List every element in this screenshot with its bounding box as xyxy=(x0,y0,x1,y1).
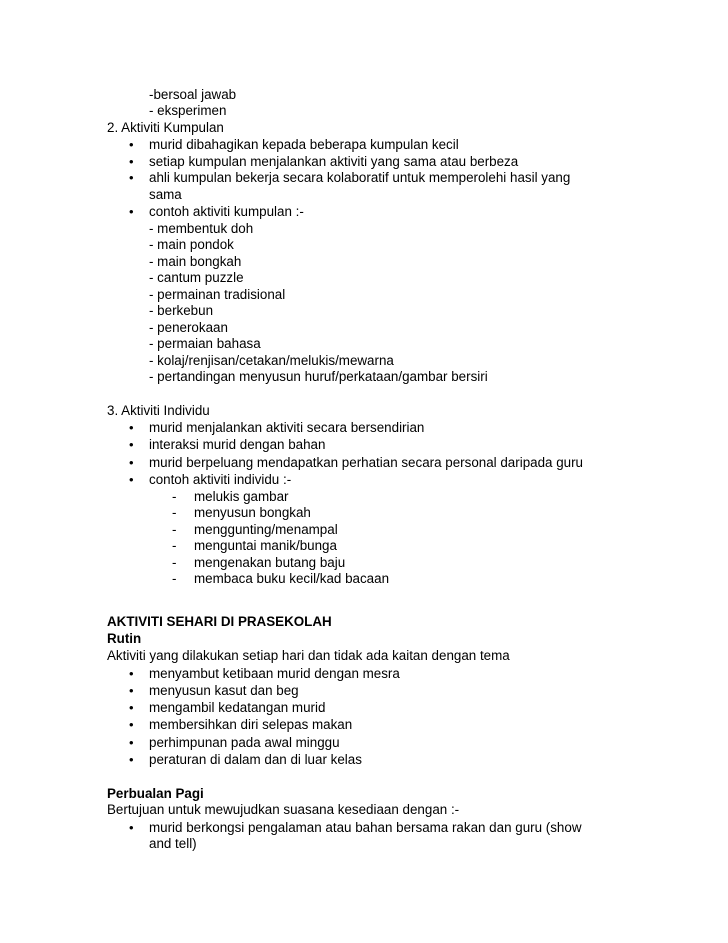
example-item: membaca buku kecil/kad bacaan xyxy=(194,571,390,586)
example-item: menyusun bongkah xyxy=(194,505,311,520)
bullet-icon: • xyxy=(129,683,134,698)
example-item: - pertandingan menyusun huruf/perkataan/gambar bersiri xyxy=(149,369,488,384)
bullet-icon: • xyxy=(129,170,134,185)
dash-marker: - xyxy=(172,555,177,570)
list-item: murid dibahagikan kepada beberapa kumpulan kecil xyxy=(149,137,459,152)
list-item: mengambil kedatangan murid xyxy=(149,700,326,715)
intro-text: Aktiviti yang dilakukan setiap hari dan tidak ada kaitan dengan tema xyxy=(107,648,510,663)
dash-marker: - xyxy=(172,522,177,537)
bullet-icon: • xyxy=(129,820,134,835)
example-item: melukis gambar xyxy=(194,489,289,504)
bullet-icon: • xyxy=(129,154,134,169)
list-item: ahli kumpulan bekerja secara kolaboratif untuk memperolehi hasil yang xyxy=(149,170,571,185)
bullet-icon: • xyxy=(129,137,134,152)
sub-item-eksperimen: - eksperimen xyxy=(149,103,227,118)
dash-marker: - xyxy=(172,505,177,520)
bullet-icon: • xyxy=(129,437,134,452)
bullet-icon: • xyxy=(129,735,134,750)
bullet-icon: • xyxy=(129,700,134,715)
dash-marker: - xyxy=(172,538,177,553)
example-item: menguntai manik/bunga xyxy=(194,538,337,553)
example-item: - permaian bahasa xyxy=(149,336,261,351)
subheading-rutin: Rutin xyxy=(107,631,142,646)
intro-text: Bertujuan untuk mewujudkan suasana kesediaan dengan :- xyxy=(107,802,460,817)
example-item: - penerokaan xyxy=(149,320,228,335)
sub-item-bersoal-jawab: -bersoal jawab xyxy=(149,87,237,102)
bullet-icon: • xyxy=(129,420,134,435)
bullet-icon: • xyxy=(129,717,134,732)
list-item: menyusun kasut dan beg xyxy=(149,683,299,698)
bullet-icon: • xyxy=(129,752,134,767)
dash-marker: - xyxy=(172,489,177,504)
bullet-icon: • xyxy=(129,455,134,470)
bullet-icon: • xyxy=(129,204,134,219)
list-item: peraturan di dalam dan di luar kelas xyxy=(149,752,362,767)
bullet-icon: • xyxy=(129,666,134,681)
example-item: - permainan tradisional xyxy=(149,287,286,302)
list-item-continuation: and tell) xyxy=(149,836,197,851)
heading-aktiviti-kumpulan: 2. Aktiviti Kumpulan xyxy=(107,120,224,135)
list-item-continuation: sama xyxy=(149,187,182,202)
list-item: perhimpunan pada awal minggu xyxy=(149,735,340,750)
example-item: menggunting/menampal xyxy=(194,522,338,537)
heading-aktiviti-individu: 3. Aktiviti Individu xyxy=(107,403,210,418)
example-item: - main pondok xyxy=(149,237,234,252)
dash-marker: - xyxy=(172,571,177,586)
example-item: - kolaj/renjisan/cetakan/melukis/mewarna xyxy=(149,353,394,368)
example-item: - membentuk doh xyxy=(149,221,254,236)
list-item: murid berpeluang mendapatkan perhatian secara personal daripada guru xyxy=(149,455,583,470)
list-item: contoh aktiviti kumpulan :- xyxy=(149,204,304,219)
heading-aktiviti-sehari: AKTIVITI SEHARI DI PRASEKOLAH xyxy=(107,614,332,629)
list-item: interaksi murid dengan bahan xyxy=(149,437,326,452)
list-item: murid berkongsi pengalaman atau bahan bersama rakan dan guru (show xyxy=(149,820,582,835)
list-item: membersihkan diri selepas makan xyxy=(149,717,353,732)
example-item: - cantum puzzle xyxy=(149,270,244,285)
heading-perbualan-pagi: Perbualan Pagi xyxy=(107,786,204,801)
bullet-icon: • xyxy=(129,472,134,487)
list-item: setiap kumpulan menjalankan aktiviti yang sama atau berbeza xyxy=(149,154,519,169)
list-item: menyambut ketibaan murid dengan mesra xyxy=(149,666,400,681)
example-item: mengenakan butang baju xyxy=(194,555,346,570)
list-item: contoh aktiviti individu :- xyxy=(149,472,292,487)
example-item: - berkebun xyxy=(149,303,214,318)
example-item: - main bongkah xyxy=(149,254,242,269)
list-item: murid menjalankan aktiviti secara bersendirian xyxy=(149,420,425,435)
